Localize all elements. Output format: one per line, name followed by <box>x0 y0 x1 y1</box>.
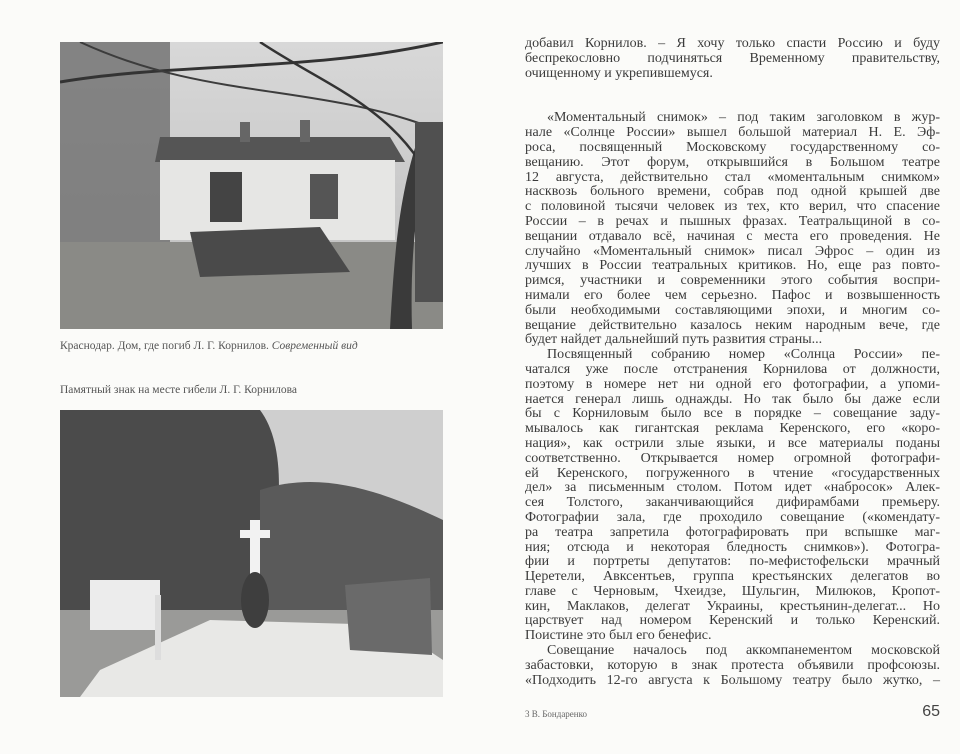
text-line: сея Толстого, заканчивающийся дифирамбами премьеру. <box>525 495 940 511</box>
text-line: кин, Маклаков, делегат Украины, крестьянин-делегат... Но <box>525 598 940 614</box>
paragraph <box>525 37 940 81</box>
paragraph-gap <box>525 81 940 111</box>
text-line: царствует над номером Керенский и только Керенский. <box>525 613 940 629</box>
text-line: главе с Черновым, Чхеидзе, Шульгин, Милюков, Кропот- <box>525 583 940 599</box>
photo-house-krasnodar <box>60 42 443 329</box>
text-line: Совещание началось под аккомпанементом московской <box>547 643 940 659</box>
text-line: фии и портреты депутатов: по-мефистофельски мрачный <box>525 554 940 570</box>
text-line: нале «Солнце России» вышел большой материал Н. Е. Эф- <box>525 125 940 141</box>
photo-caption-house <box>60 340 358 352</box>
text-line: нимали его более чем серьезно. Пафос и возвышенность <box>525 287 940 303</box>
text-line: нация», как острили злые языки, и все материалы поданы <box>525 435 940 451</box>
text-line: Церетели, Авксентьев, группа крестьянских делегатов во <box>525 569 940 585</box>
text-line: забастовки, которую в знак протеста объявили профсоюзы. <box>525 657 940 673</box>
text-line: поэтому в номере нет ни одной его фотографии, а упоми- <box>525 376 940 392</box>
text-line: очищенному и укрепившемуся. <box>525 65 713 81</box>
signature-mark: 3 В. Бондаренко <box>525 709 588 719</box>
text-line: вещанию. Этот форум, открывшийся в Большом театре <box>525 154 940 170</box>
text-line: вещание действительно казалось неким народным вече, где <box>525 317 940 333</box>
text-line: насквозь больного времени, собрав под одной крышей две <box>525 184 940 200</box>
caption-main: Краснодар. Дом, где погиб Л. Г. Корнилов. <box>60 340 269 352</box>
text-line: будет найдет дальнейший путь развития страны... <box>525 332 823 348</box>
text-line: лучших в России театральных критиков. Но, еще раз повто- <box>525 258 940 274</box>
photo-memorial-sign <box>60 410 443 697</box>
text-line: России – в речах и пышных фразах. Театральщиной в со- <box>525 213 940 229</box>
text-line: «Подходить 12-го августа к Большому театру было жутко, – <box>525 672 940 688</box>
text-line: Посвященный собранию номер «Солнца России» пе- <box>547 347 940 363</box>
text-line: нается генерал лишь однажды. Но так было бы даже если <box>525 391 940 407</box>
caption-italic: Современный вид <box>271 340 358 352</box>
text-line: беспрекословно подчиняться Временному правительству, <box>525 50 940 66</box>
page-number: 65 <box>922 703 940 720</box>
text-line: ей Керенского, погруженного в чтение «государственных <box>525 465 940 481</box>
text-line: ния; отсюда и некоторая бледность снимков»). Фотогра- <box>525 539 940 555</box>
paragraph <box>525 111 940 348</box>
text-line: бы с Корниловым было все в порядке – совещание заду- <box>525 406 940 422</box>
text-line: соответственно. Открывается номер огромной фотографи- <box>525 450 940 466</box>
right-page-body-text <box>525 37 940 688</box>
text-line: Поистине это был его бенефис. <box>525 628 712 644</box>
text-line: чатался уже после отстранения Корнилова от должности, <box>525 361 940 377</box>
text-line: «Моментальный снимок» – под таким заголовком в жур- <box>547 110 940 126</box>
text-line: Фотографии зала, где проходило совещание («комендату- <box>525 509 940 525</box>
paragraph <box>525 348 940 644</box>
text-line: добавил Корнилов. – Я хочу только спасти Россию и буду <box>525 36 940 51</box>
text-line: ра театра запретила фотографировать при вспышке маг- <box>525 524 940 540</box>
text-line: мывалось как гигантская реклама Керенского, его «коро- <box>525 421 940 437</box>
photo-caption-memorial: Памятный знак на месте гибели Л. Г. Корнилова <box>60 384 297 396</box>
text-line: случайно «Моментальный снимок» писал Эфрос – один из <box>525 243 940 259</box>
text-line: с половиной тысячи человек из тех, кто верил, что спасение <box>525 199 940 215</box>
paragraph <box>525 644 940 688</box>
text-line: роса, посвященный Московскому государственному со- <box>525 139 940 155</box>
text-line: были необходимыми составляющими эпохи, и многим со- <box>525 302 940 318</box>
text-line: вещании отдавало всё, начиная с места его проведения. Не <box>525 228 940 244</box>
text-line: дел» за письменным столом. Потом идет «набросок» Алек- <box>525 480 940 496</box>
text-line: римся, участники и современники этого события воспри- <box>525 273 940 289</box>
text-line: 12 августа, действительно стал «моментальным снимком» <box>525 169 940 185</box>
